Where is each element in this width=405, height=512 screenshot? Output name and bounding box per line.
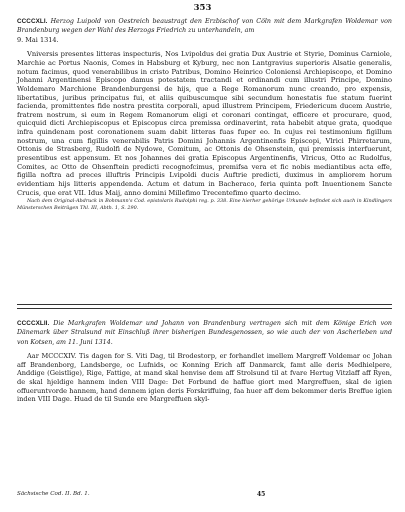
section-divider [17, 304, 392, 305]
document-title: Herzog Luipold von Oestreich beaustragt den Erzbischof von Cöln mit dem Markgrafen Woldemar von Brandenburg wegen der Wahl des Herzogs Friedrich zu unterhandeln, am [17, 18, 392, 35]
document-date: 9. Mai 1314. [17, 35, 59, 44]
signature-mark: Sächsische Cod. II. Bd. 1. [17, 491, 90, 497]
document-body: Aar MCCCXIV. Tis dagen for S. Viti Dag, til Brodestorp, er forhandlet imellem Margreff Voldemar oc Johan aff Brandenborg, Landsberge, oc Lufnids, oc Konning Erich aff Danmarck, famt alle deris Medhielpere, Anddige (Geistlige), Rige, Fattige, at mand skal henvise dem aff Strolsund til at fvare Hertug Vitzlaff aff Ryen, de skal hjeldige hannem inden VIII Dage: Det Forbund de haffue giort med Margreffuen, skal de igien offueruntvorde hannem, hand dennem igien deris Forskriffuing, faa huer aff dem bekommer deris Breffue igien inden VIII Dage. Huad de til Sunde ere Margreffuen skyl- [17, 352, 392, 404]
document-ccccxli [17, 17, 392, 212]
section-divider [17, 308, 392, 309]
source-note: Nach dem Original-Abdruck in Bohmann's Cod. epistolaris Rudolphi reg. p. 338. Eine hierher gehörige Urkunde befindet sich auch in Kindlingers Münsterschen Beiträgen Thl. III, Abth. 1, S. 290. [17, 198, 392, 212]
document-title: Die Markgrafen Woldemar und Johann von Brandenburg vertragen sich mit dem Könige Erich von Dänemark über Stralsund mit Einschluß ihrer bisherigen Bundesgenossen, so wie auch der von Ascherleben und von Kotsen, am 11. Juni 1314. [17, 320, 392, 346]
document-number: CCCCXLI. [17, 18, 48, 25]
page-number: 353 [193, 3, 212, 13]
document-ccccxlii [17, 319, 392, 404]
folio-number: 45 [257, 491, 266, 498]
document-heading [17, 17, 392, 45]
document-heading [17, 319, 392, 347]
document-number: CCCCXLII. [17, 320, 50, 327]
document-body: Vniversis presentes litteras inspecturis, Nos Lvipoldus dei gratia Dux Austrie et Styrie, Dominus Carniole, Marchie ac Portus Naonis, Comes in Habsburg et Kyburg, nec non Lantgravius superioris Alsatie generalis, notum facimus, quod venerabilibus in cristo Patribus, Domino Heinrico Coloniensi Archiepiscopo, et Domino Johanni Argentinensi Episcopo damus potestatem tractandi et ordinandi cum illustri Principe, Domino Woldemaro Marchione Brandenburgensi de hijs, que a Rege Romanorum nunc creando, pro expensis, libertatibus, juribus principatus fui, et aliis quibuscumque sibi secundum honestatis fue statum fuerint facienda, promittentes fide nostra prestita corporali, apud illustrem Principem, Friedericum ducem Austrie, fratrem nostrum, si eum in Regem Romanorum eligi et coronari contingat, efficere et procurare, quod, quicquid dicti Archiepiscopus et Episcopus circa premissa ordinaverint, rata habebit atque grata, quodque infra quindenam post coronationem suam dabit litteras fuas fuper eo. In cujus rei testimonium figillum nostrum, una cum figillis venerabilis Patris Domini Johannis Argentinenfis Episcopi, Vlrici Phirretarum, Ottonis de Strasberg, Rudolfi de Nydowe, Comitum, ac Ottonis de Ohsenstein, qui premissis interfuerunt, presentibus est appensum. Et nos Johannes dei gratia Episcopus Argentinenfis, Vlricus, Otto ac Rudolfus, Comites, ac Otto de Ohsenftein predicti recognofcimus, premifsa vera et fic nobis mediantibus acta effe, figilla noftra ad preces illuftris Principis Lvipoldi ducis Auftrie predicti, duximus in ampliorem horum evidentiam hijs litteris appendenda. Actum et datum in Bacheraco, feria quinta poft Inuentionem Sancte Crucis, que erat VII. Idus Maij, anno domini Millefimo Trecentefimo quarto decimo. [17, 50, 392, 197]
